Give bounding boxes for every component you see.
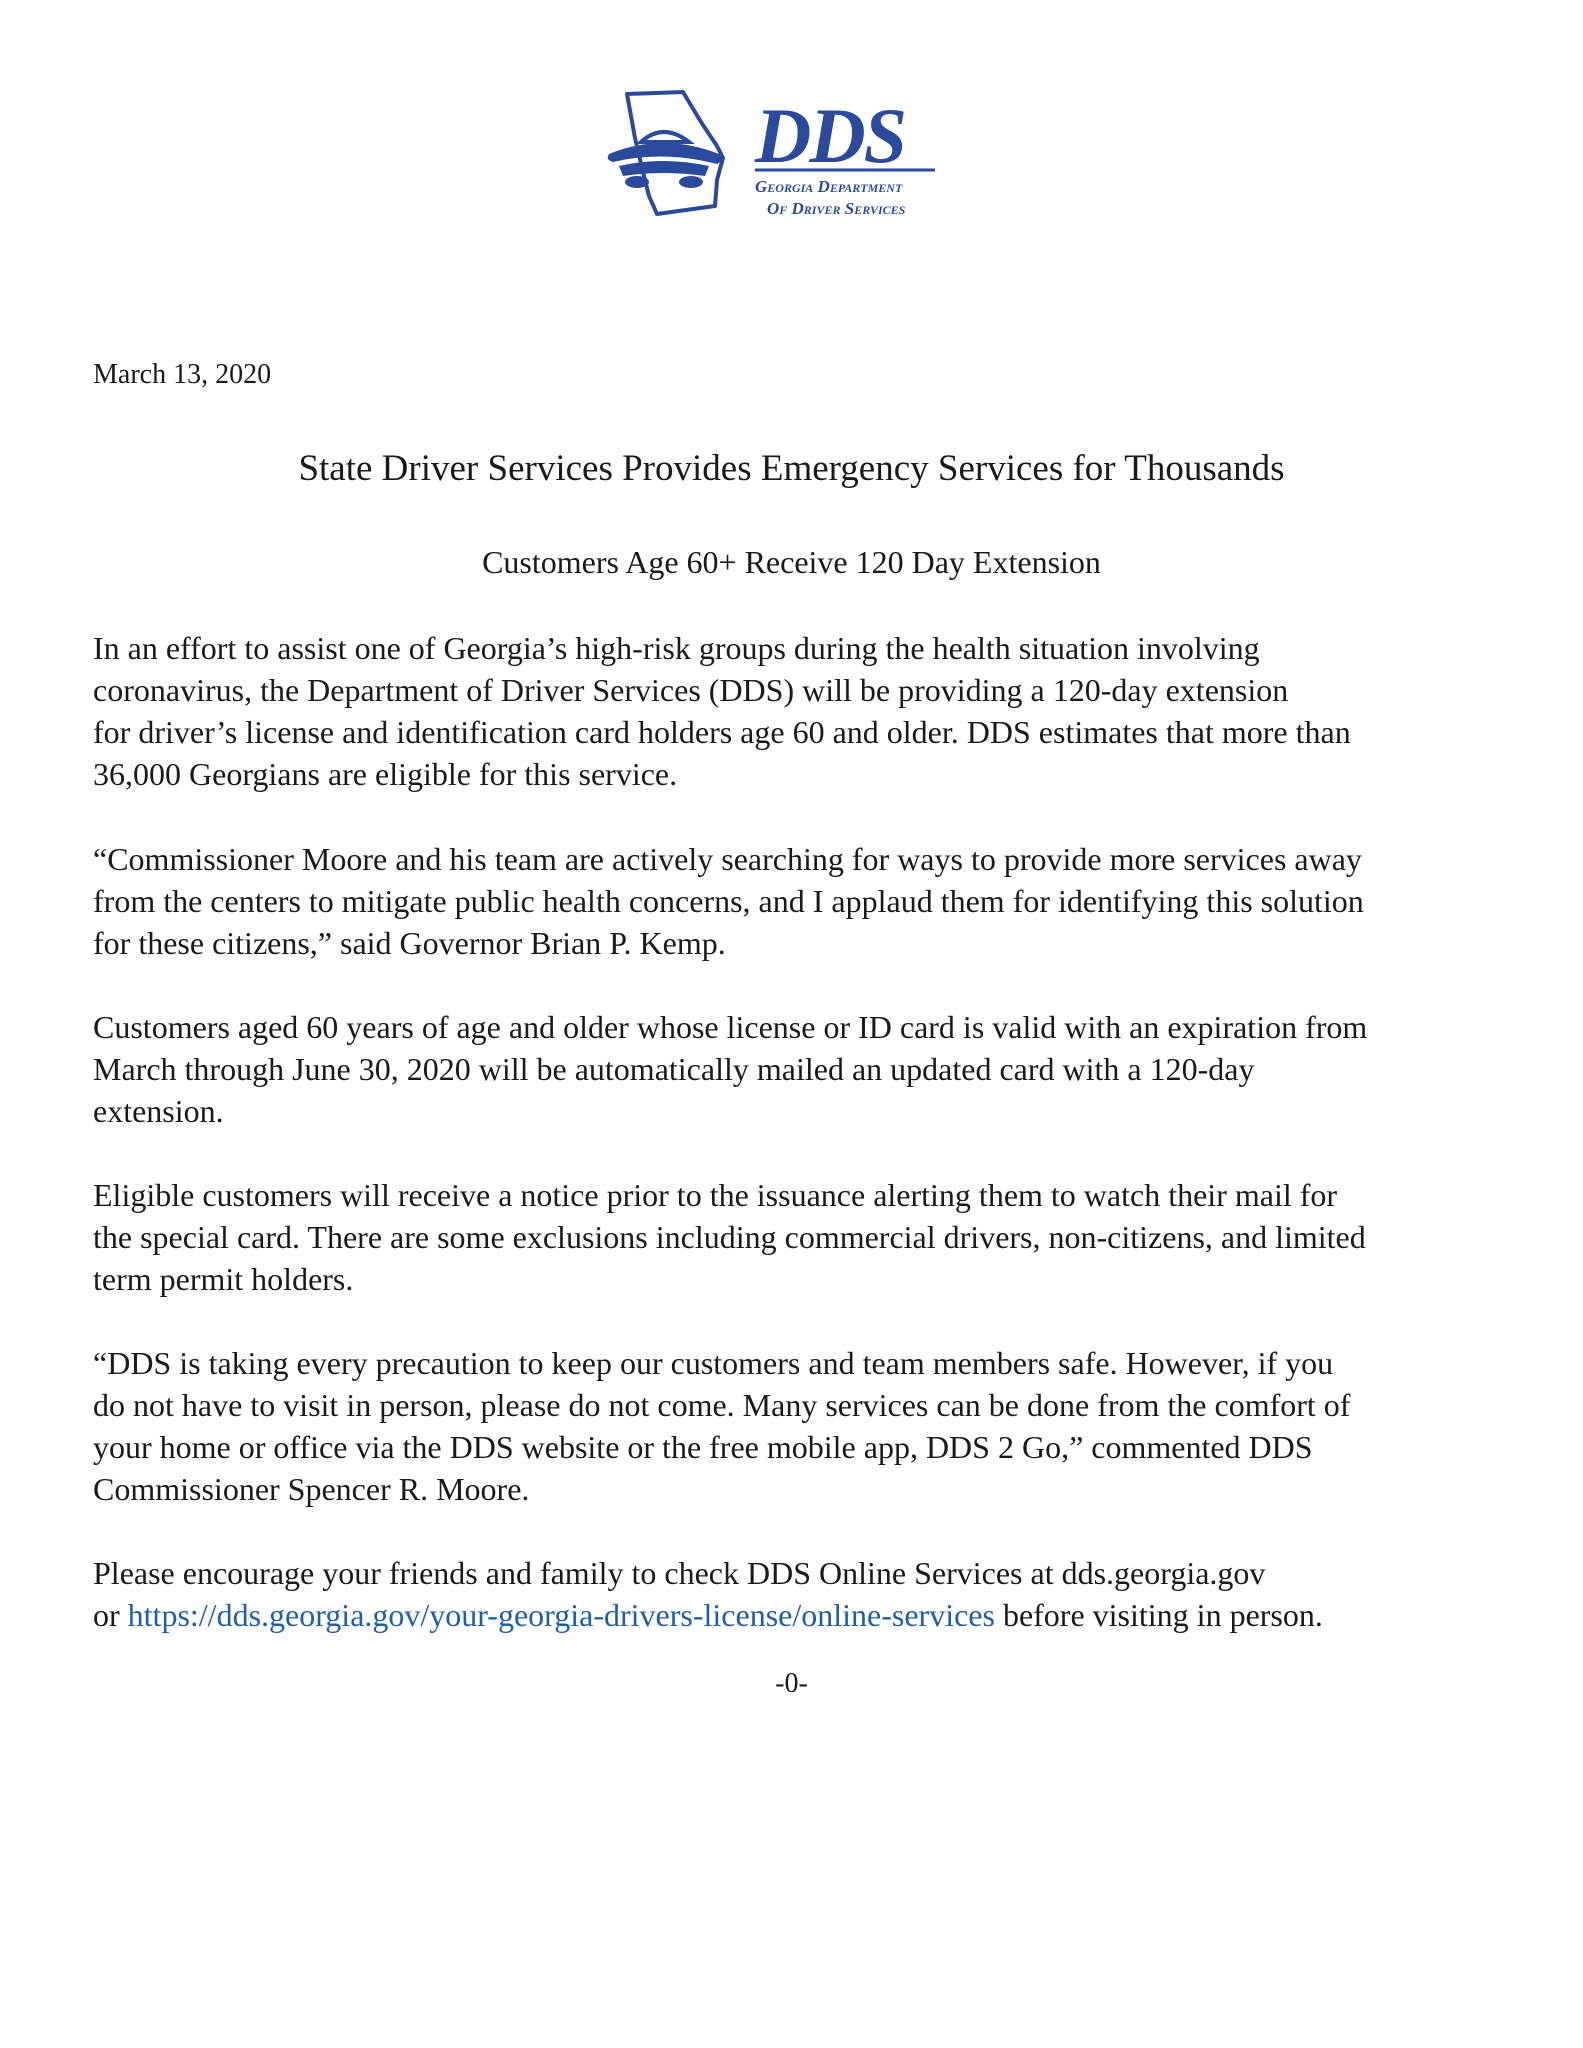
paragraph-line: from the centers to mitigate public health concerns, and I applaud them for identifying this solution [93,883,1364,919]
paragraph-line: for driver’s license and identification card holders age 60 and older. DDS estimates that more than [93,714,1351,750]
car-icon [608,132,722,188]
paragraph-line: term permit holders. [93,1261,354,1297]
closing-line-1: Please encourage your friends and family to check DDS Online Services at dds.georgia.gov [93,1555,1266,1591]
logo-name-line1: Georgia Department [755,177,903,196]
paragraph-line: “DDS is taking every precaution to keep our customers and team members safe. However, if you [93,1345,1334,1381]
release-date: March 13, 2020 [93,359,272,390]
paragraph-line: “Commissioner Moore and his team are actively searching for ways to provide more services away [93,841,1362,877]
paragraph-eligibility [93,1006,1513,1132]
paragraph-intro [93,627,1513,795]
page-title: State Driver Services Provides Emergency Services for Thousands [298,448,1285,489]
closing-line-2 [93,1594,1513,1636]
dds-logo [605,88,945,228]
paragraph-line: Commissioner Spencer R. Moore. [93,1471,530,1507]
paragraph-line: Customers aged 60 years of age and older whose license or ID card is valid with an expiration from [93,1009,1368,1045]
paragraph-line: your home or office via the DDS website or the free mobile app, DDS 2 Go,” commented DDS [93,1429,1313,1465]
paragraph-commissioner-quote [93,1342,1513,1510]
paragraph-governor-quote [93,838,1513,964]
paragraph-line: Eligible customers will receive a notice prior to the issuance alerting them to watch their mail for [93,1177,1338,1213]
closing-suffix: before visiting in person. [1002,1597,1323,1633]
paragraph-line: coronavirus, the Department of Driver Services (DDS) will be providing a 120-day extension [93,672,1289,708]
online-services-link[interactable]: https://dds.georgia.gov/your-georgia-drivers-license/online-services [127,1597,995,1633]
paragraph-line: extension. [93,1093,224,1129]
logo-abbrev: DDS [755,92,906,179]
page-subtitle: Customers Age 60+ Receive 120 Day Extension [482,544,1101,580]
paragraph-line: the special card. There are some exclusions including commercial drivers, non-citizens, and limited [93,1219,1366,1255]
closing-prefix: or [93,1597,120,1633]
paragraph-exclusions [93,1174,1513,1300]
end-mark: -0- [775,1668,808,1699]
paragraph-closing [93,1552,1513,1636]
paragraph-line: In an effort to assist one of Georgia’s high-risk groups during the health situation involving [93,630,1260,666]
paragraph-line: for these citizens,” said Governor Brian P. Kemp. [93,925,726,961]
paragraph-line: 36,000 Georgians are eligible for this service. [93,756,678,792]
paragraph-line: March through June 30, 2020 will be automatically mailed an updated card with a 120-day [93,1051,1255,1087]
paragraph-line: do not have to visit in person, please do not come. Many services can be done from the comfort of [93,1387,1351,1423]
logo-name-line2: Of Driver Services [767,199,906,218]
